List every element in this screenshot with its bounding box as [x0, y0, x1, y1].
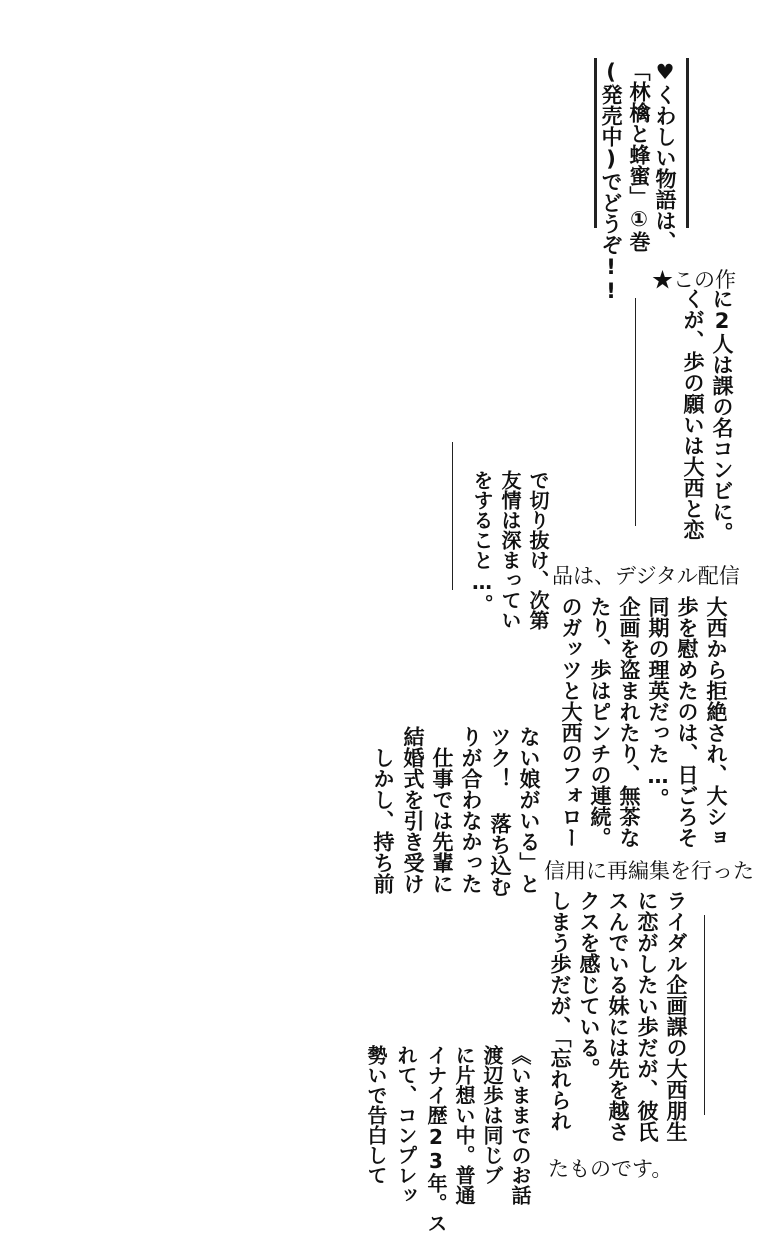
center-left-line-4: 仕事では先輩に	[430, 726, 454, 894]
center-left-line-2: ツク！ 落ち込む	[488, 726, 512, 897]
center-left-line-3: りが合わなかった	[459, 726, 483, 894]
story-box-line-4: れて、コンプレッ	[394, 1045, 418, 1205]
middle-line-3: 同期の理英だった…。	[646, 596, 670, 809]
top-text-rule	[635, 298, 636, 526]
story-box-heading: 《いままでのお話	[508, 1045, 532, 1205]
footer-note-line-1: ★この作	[652, 268, 736, 292]
middle-line-1: 大西から拒絶され、大ショ	[704, 596, 728, 848]
story-box-line-2: に片想い中。普通	[452, 1045, 476, 1205]
notice-line-3: (発売中)でどうぞ!!	[599, 60, 623, 303]
story-box-line-1: 渡辺歩は同じブ	[480, 1045, 504, 1185]
center-left-line-5: 結婚式を引き受け	[401, 726, 425, 894]
top-text-line-2: くが、歩の願いは大西と恋	[681, 288, 705, 540]
lower-right-line-2: に恋がしたい歩だが、彼氏	[635, 890, 659, 1142]
middle-line-2: 歩を慰めたのは、日ごろそ	[675, 596, 699, 848]
center-left-line-1: ない娘がいる」と	[517, 726, 541, 894]
middle-line-5: たり、歩はピンチの連続。	[588, 596, 612, 848]
lower-right-line-1: ライダル企画課の大西朋生	[664, 890, 688, 1142]
footer-note-line-2: 品は、デジタル配信	[552, 564, 740, 588]
left-top-line-1: で切り抜け、次第	[526, 470, 550, 630]
left-top-line-2: 友情は深まってい	[498, 470, 522, 630]
story-box-line-3: イナイ歴23年。ス	[424, 1045, 448, 1233]
story-box-line-5: 勢いで告白して	[364, 1045, 388, 1185]
top-text-line-1: に2人は課の名コンビに。	[710, 288, 734, 543]
left-top-line-3: をすること…。	[470, 470, 494, 614]
footer-note-line-3: 信用に再編集を行った	[544, 859, 754, 883]
center-left-line-6: しかし、持ち前	[371, 726, 395, 894]
footer-note-line-4: たものです。	[548, 1157, 673, 1181]
notice-line-2: 「林檎と蜂蜜」①巻	[627, 60, 651, 252]
lower-right-line-5: しまう歩だが、「忘れられ	[548, 890, 572, 1132]
middle-line-4: 企画を盗まれたり、無茶な	[617, 596, 641, 848]
notice-line-1: ♥くわしい物語は、	[653, 60, 677, 252]
lower-right-line-3: スんでいる妹には先を越さ	[606, 890, 630, 1142]
lower-right-line-4: クスを感じている。	[577, 890, 601, 1079]
left-top-rule	[452, 442, 453, 590]
notice-rule-left	[594, 58, 597, 228]
notice-rule-right	[686, 58, 689, 228]
lower-right-rule	[704, 915, 705, 1115]
middle-line-6: のガッツと大西のフォロー	[559, 596, 583, 848]
